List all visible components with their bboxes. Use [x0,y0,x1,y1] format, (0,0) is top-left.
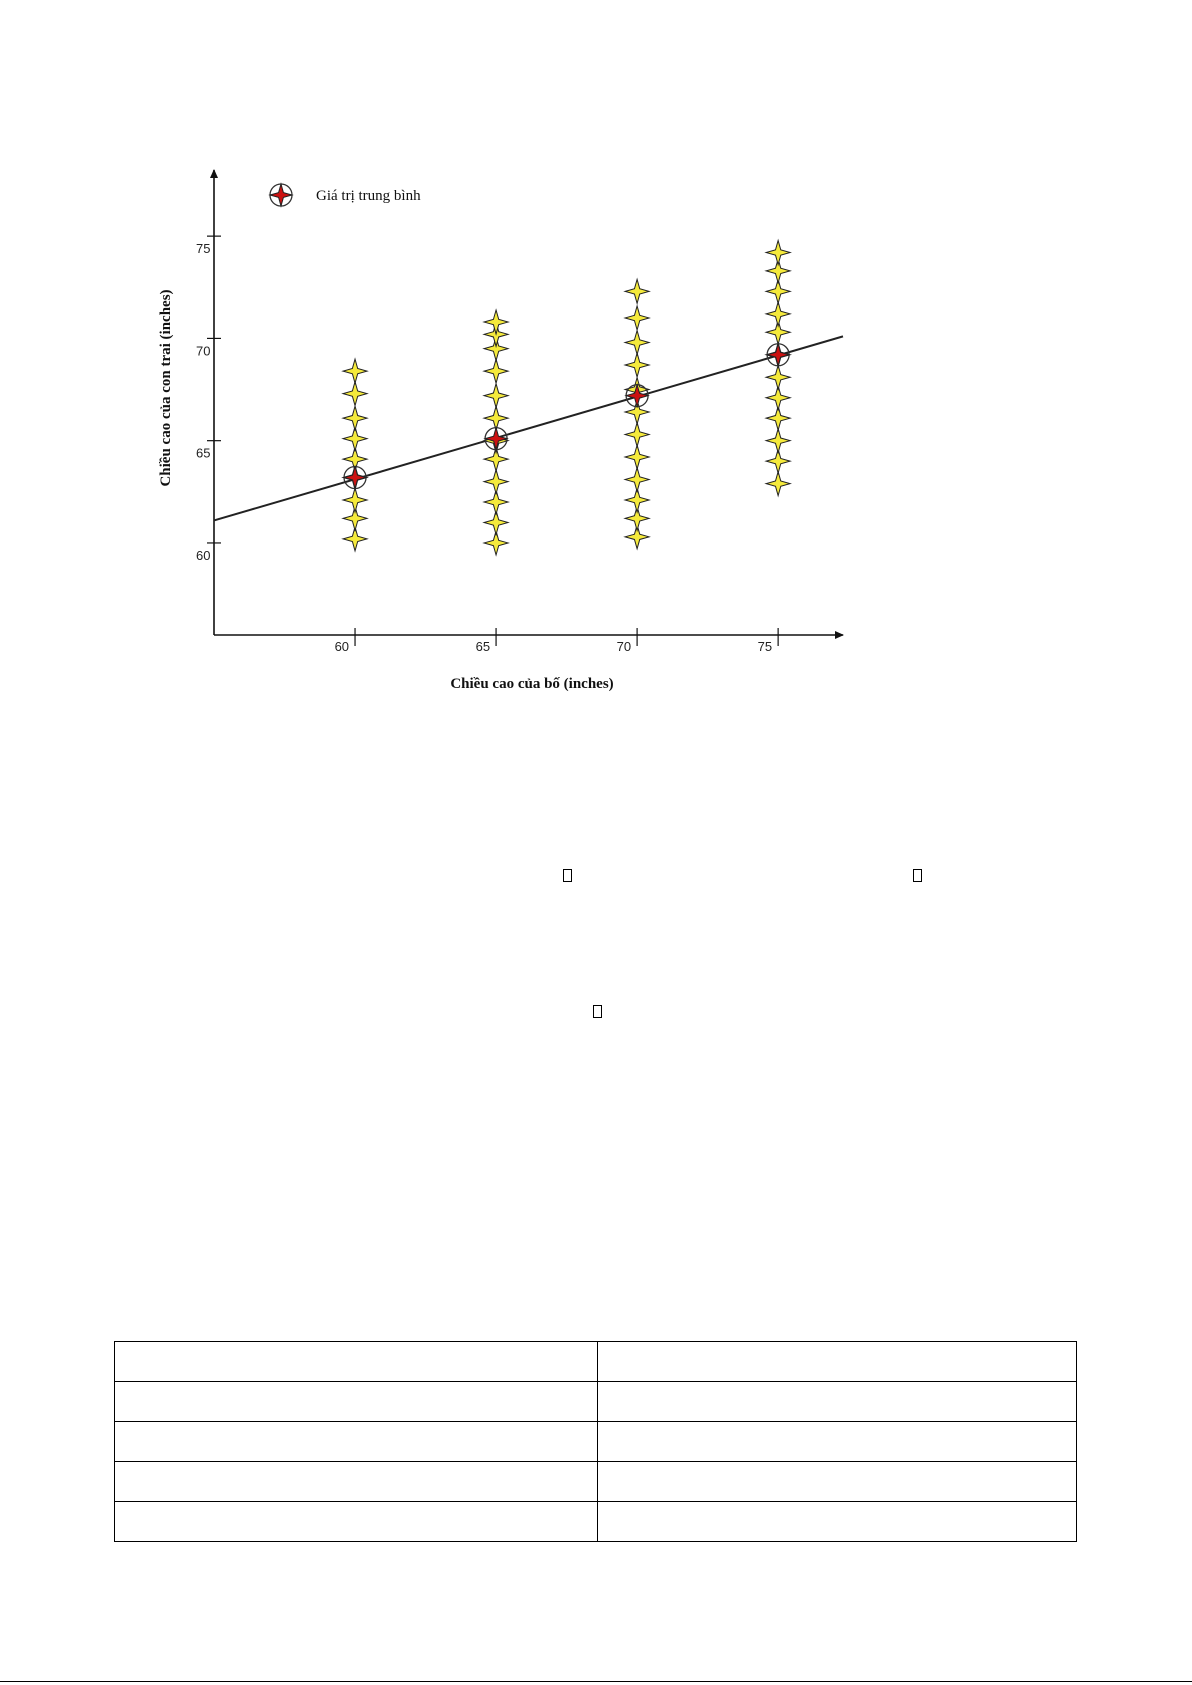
y-tick-label: 65 [196,445,211,461]
data-point [766,241,790,265]
empty-table [114,1341,1077,1542]
x-tick-label: 60 [334,639,350,654]
table-cell [598,1422,1077,1462]
y-axis-ticks [196,236,221,563]
missing-glyph-box [593,1005,602,1018]
table-cell [115,1422,598,1462]
x-axis-title: Chiều cao của bố (inches) [450,676,614,692]
data-points [343,241,790,555]
regression-line [214,336,843,520]
missing-glyph-box [913,869,922,882]
table-row [115,1342,1077,1382]
data-point [625,306,649,330]
table-row [115,1502,1077,1542]
x-axis-ticks [335,628,779,654]
y-tick-label: 70 [196,343,211,359]
data-point [343,382,367,406]
table-cell [115,1382,598,1422]
table-row [115,1382,1077,1422]
data-point [484,310,508,334]
data-point [484,359,508,383]
y-axis-title: Chiều cao của con trai (inches) [158,289,174,487]
table-cell [598,1462,1077,1502]
y-tick-label: 75 [196,241,211,257]
table-cell [598,1502,1077,1542]
mean-legend-icon [270,184,292,206]
scatter-chart [0,0,1192,720]
data-point [625,279,649,303]
table-cell [115,1462,598,1502]
data-point [625,353,649,377]
page-bottom-rule [0,1681,1192,1682]
mean-markers [344,344,789,489]
table-cell [598,1342,1077,1382]
data-point [625,445,649,469]
data-point [766,365,790,389]
missing-glyph-box [563,869,572,882]
table-cell [115,1502,598,1542]
table-cell [598,1382,1077,1422]
x-tick-label: 65 [475,639,491,654]
data-point [343,359,367,383]
data-point [484,470,508,494]
data-point [766,302,790,326]
data-point [484,384,508,408]
data-point [343,406,367,430]
table-row [115,1462,1077,1502]
x-tick-label: 70 [616,639,632,654]
data-point [625,468,649,492]
data-point [625,423,649,447]
legend-label: Giá trị trung bình [316,188,421,204]
data-point [766,429,790,453]
y-tick-label: 60 [196,547,211,563]
x-tick-label: 75 [757,639,773,654]
data-point [625,331,649,355]
table-row [115,1422,1077,1462]
data-point [343,488,367,512]
legend [270,184,421,206]
data-point [766,472,790,496]
table-cell [115,1342,598,1382]
